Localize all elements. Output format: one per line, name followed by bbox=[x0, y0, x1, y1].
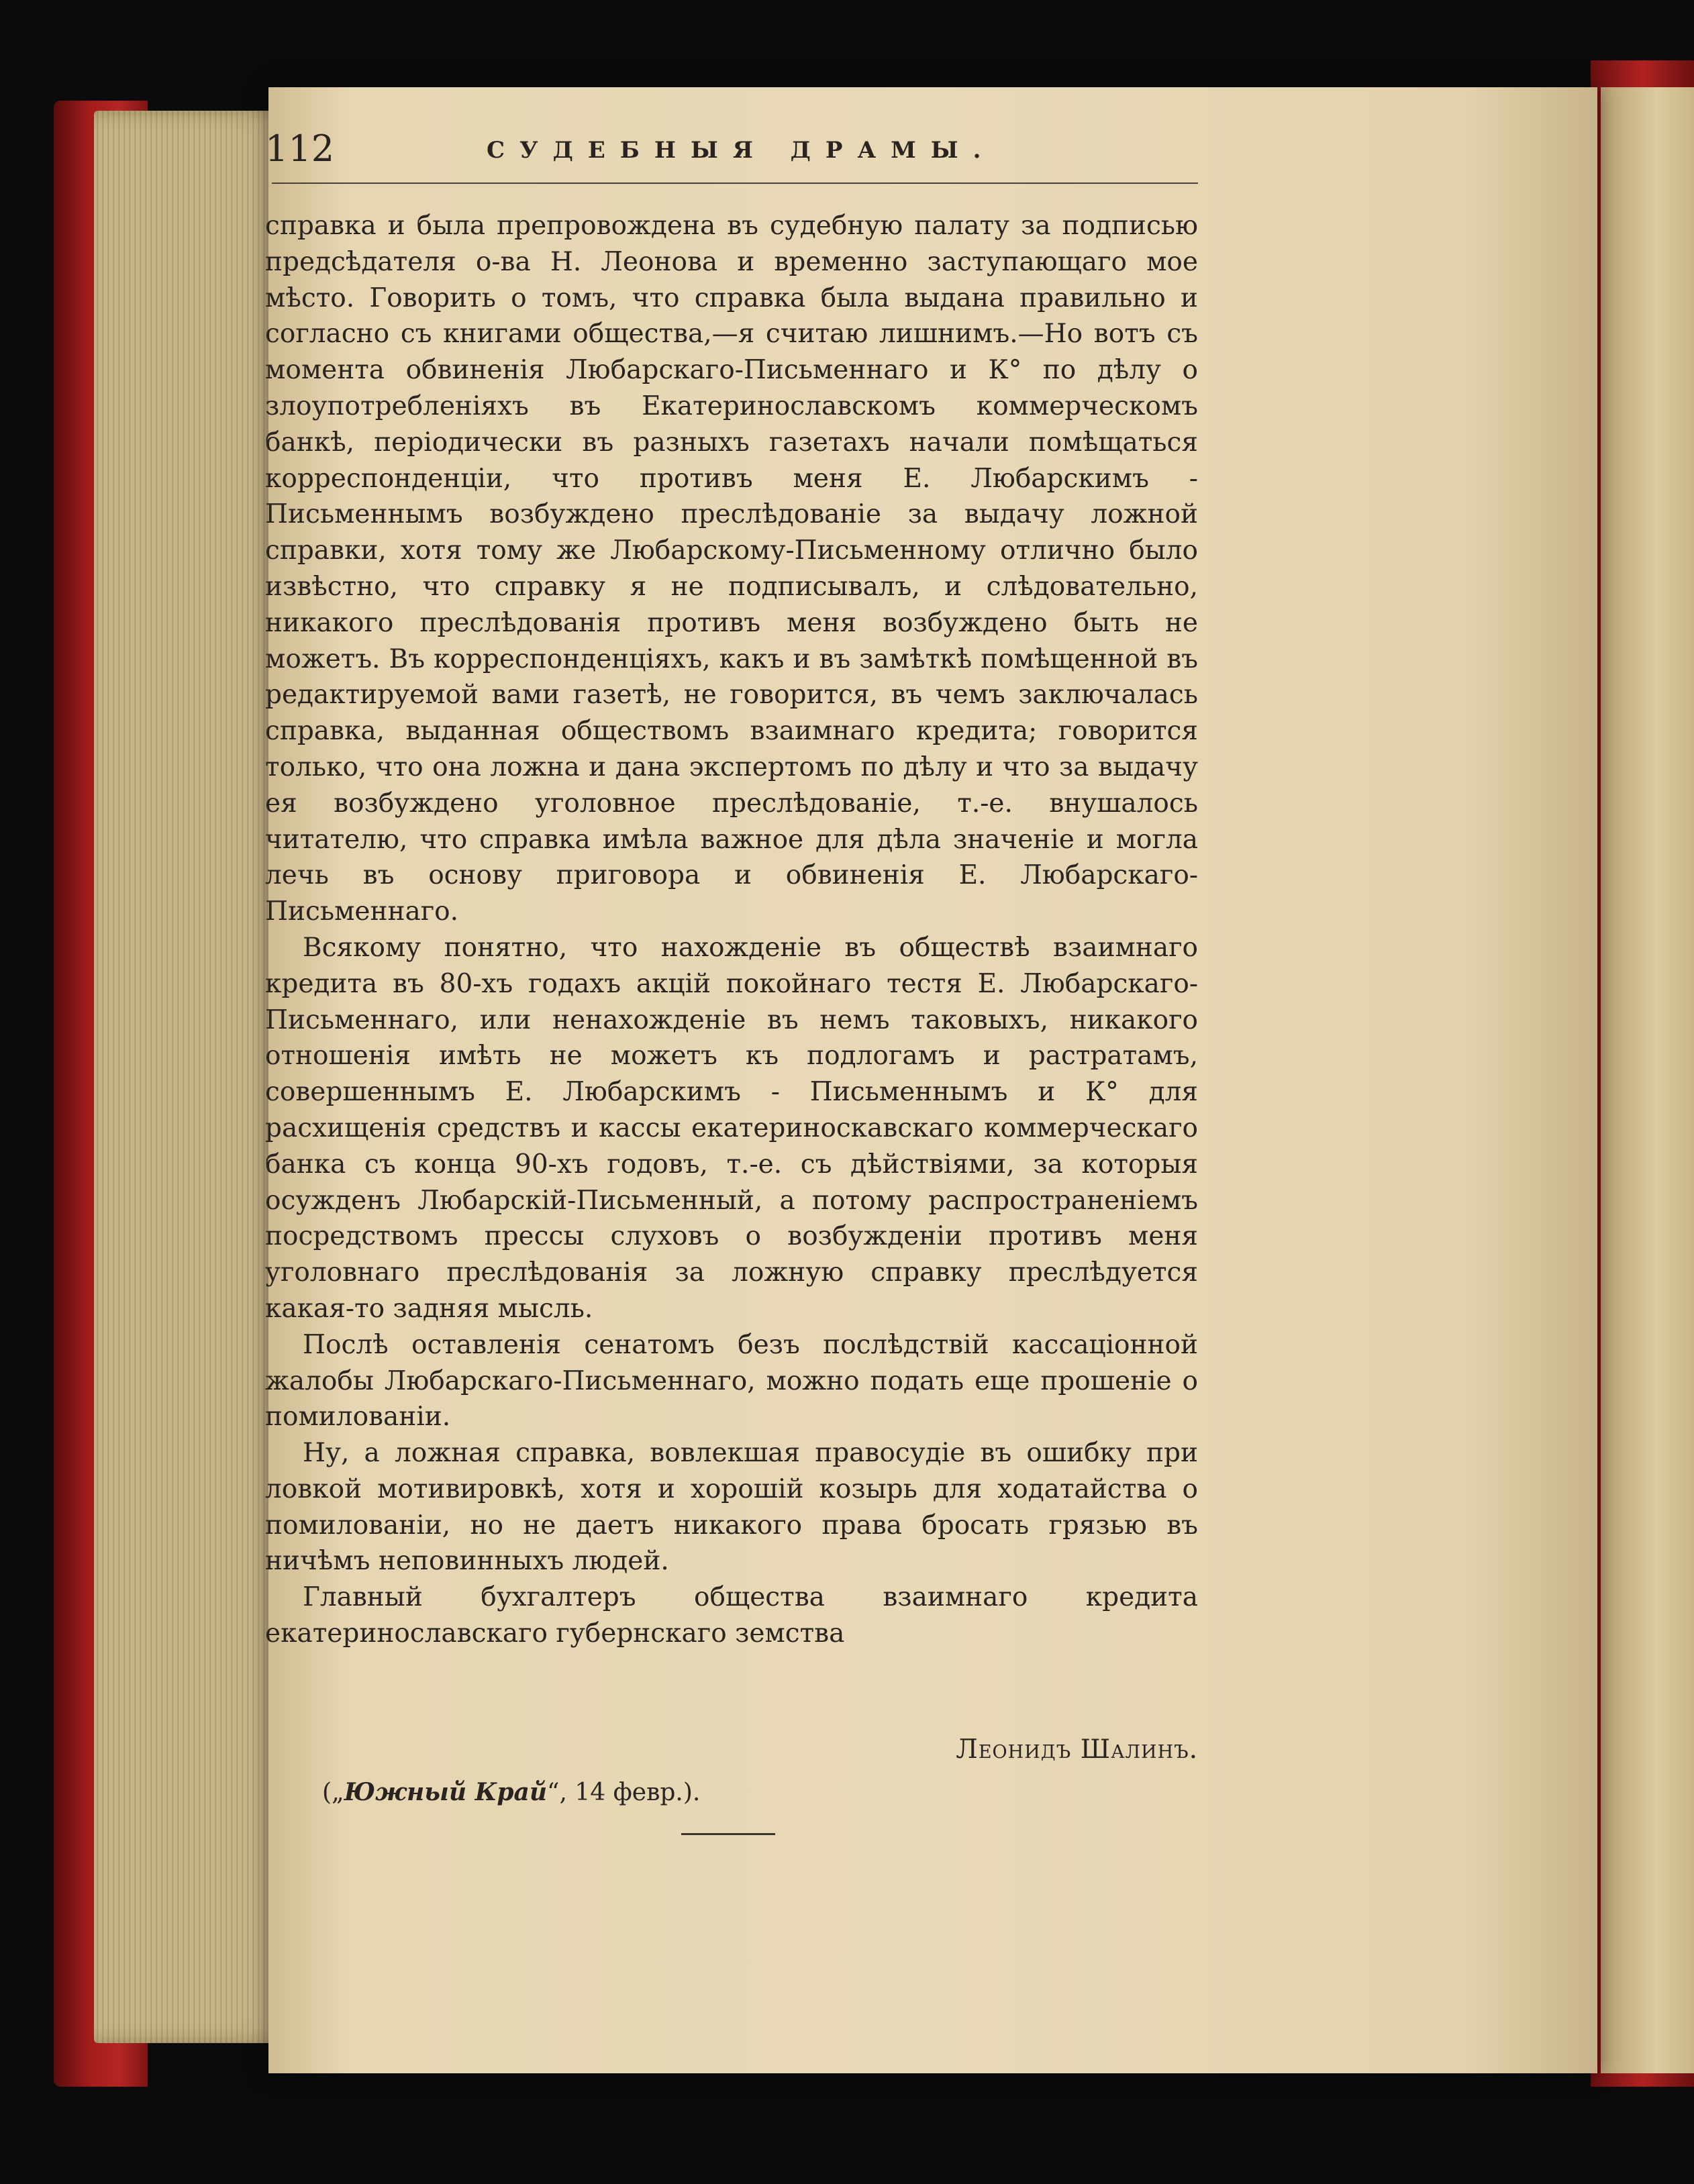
header-rule bbox=[272, 183, 1198, 184]
source-rest: “, 14 февр.). bbox=[547, 1779, 701, 1806]
paragraph-1: справка и была препровождена въ судебную палату за подписью предсѣдателя о-ва Н. Леонова и временно заступающаго мое мѣсто. Говорить о томъ, что справка была выдана правильно и согласно съ книгами общества,—я считаю лишнимъ.—Но вотъ съ момента обвиненія Любарскаго-Письменнаго и К° по дѣлу о злоупотребленіяхъ въ Екатеринославскомъ коммерческомъ банкѣ, періодически въ разныхъ газетахъ начали помѣщаться корреспонденціи, что противъ меня Е. Любарскимъ - Письменнымъ возбуждено преслѣдованіе за выдачу ложной справки, хотя тому же Любарскому-Письменному отлично было извѣстно, что справку я не подписывалъ, и слѣдовательно, никакого преслѣдованія противъ меня возбуждено быть не можетъ. Въ корреспонденціяхъ, какъ и въ замѣткѣ помѣщенной въ редактируемой вами газетѣ, не говорится, въ чемъ заключалась справка, выданная обществомъ взаимнаго кредита; говорится только, что она ложна и дана экспертомъ по дѣлу и что за выдачу ея возбуждено уголовное преслѣдованіе, т.-е. внушалось читателю, что справка имѣла важное для дѣла значеніе и могла лечь въ основу приговора и обвиненія Е. Любарскаго-Письменнаго. bbox=[265, 211, 1198, 927]
paragraph-5: Главный бухгалтеръ общества взаимнаго кредита екатеринославскаго губернскаго земства bbox=[265, 1582, 1198, 1649]
signature: Леонидъ Шалинъ. bbox=[956, 1734, 1198, 1765]
source-name: Южный Край bbox=[344, 1778, 548, 1806]
paragraph-4: Ну, а ложная справка, вовлекшая правосудіе въ ошибку при ловкой мотивировкѣ, хотя и хорошій козырь для ходатайства о помилованіи, но не даетъ никакого права бросать грязью въ ничѣмъ неповинныхъ людей. bbox=[265, 1438, 1198, 1577]
paragraph-3: Послѣ оставленія сенатомъ безъ послѣдствій кассаціонной жалобы Любарскаго-Письменнаго, можно подать еще прошеніе о помилованіи. bbox=[265, 1329, 1198, 1433]
page-number: 112 bbox=[265, 127, 335, 170]
paragraph-2: Всякому понятно, что нахожденіе въ обществѣ взаимнаго кредита въ 80-хъ годахъ акцій покойнаго тестя Е. Любарскаго-Письменнаго, или ненахожденіе въ немъ таковыхъ, никакого отношенія имѣть не можетъ къ подлогамъ и растратамъ, совершеннымъ Е. Любарскимъ - Письменнымъ и К° для расхищенія средствъ и кассы екатериноскавскаго коммерческаго банка съ конца 90-хъ годовъ, т.-е. съ дѣйствіями, за которыя осужденъ Любарскій-Письменный, а потому распространеніемъ посредствомъ прессы слуховъ о возбужденіи противъ меня уголовнаго преслѣдованія за ложную справку преслѣдуется какая-то задняя мысль. bbox=[265, 932, 1198, 1324]
body-text bbox=[265, 208, 1198, 1652]
page-header bbox=[265, 127, 1198, 181]
source-citation bbox=[322, 1778, 700, 1806]
source-open: („ bbox=[322, 1779, 344, 1806]
running-title: СУДЕБНЫЯ ДРАМЫ. bbox=[487, 137, 996, 164]
end-rule bbox=[681, 1833, 775, 1835]
next-page-edge bbox=[1601, 87, 1694, 2073]
